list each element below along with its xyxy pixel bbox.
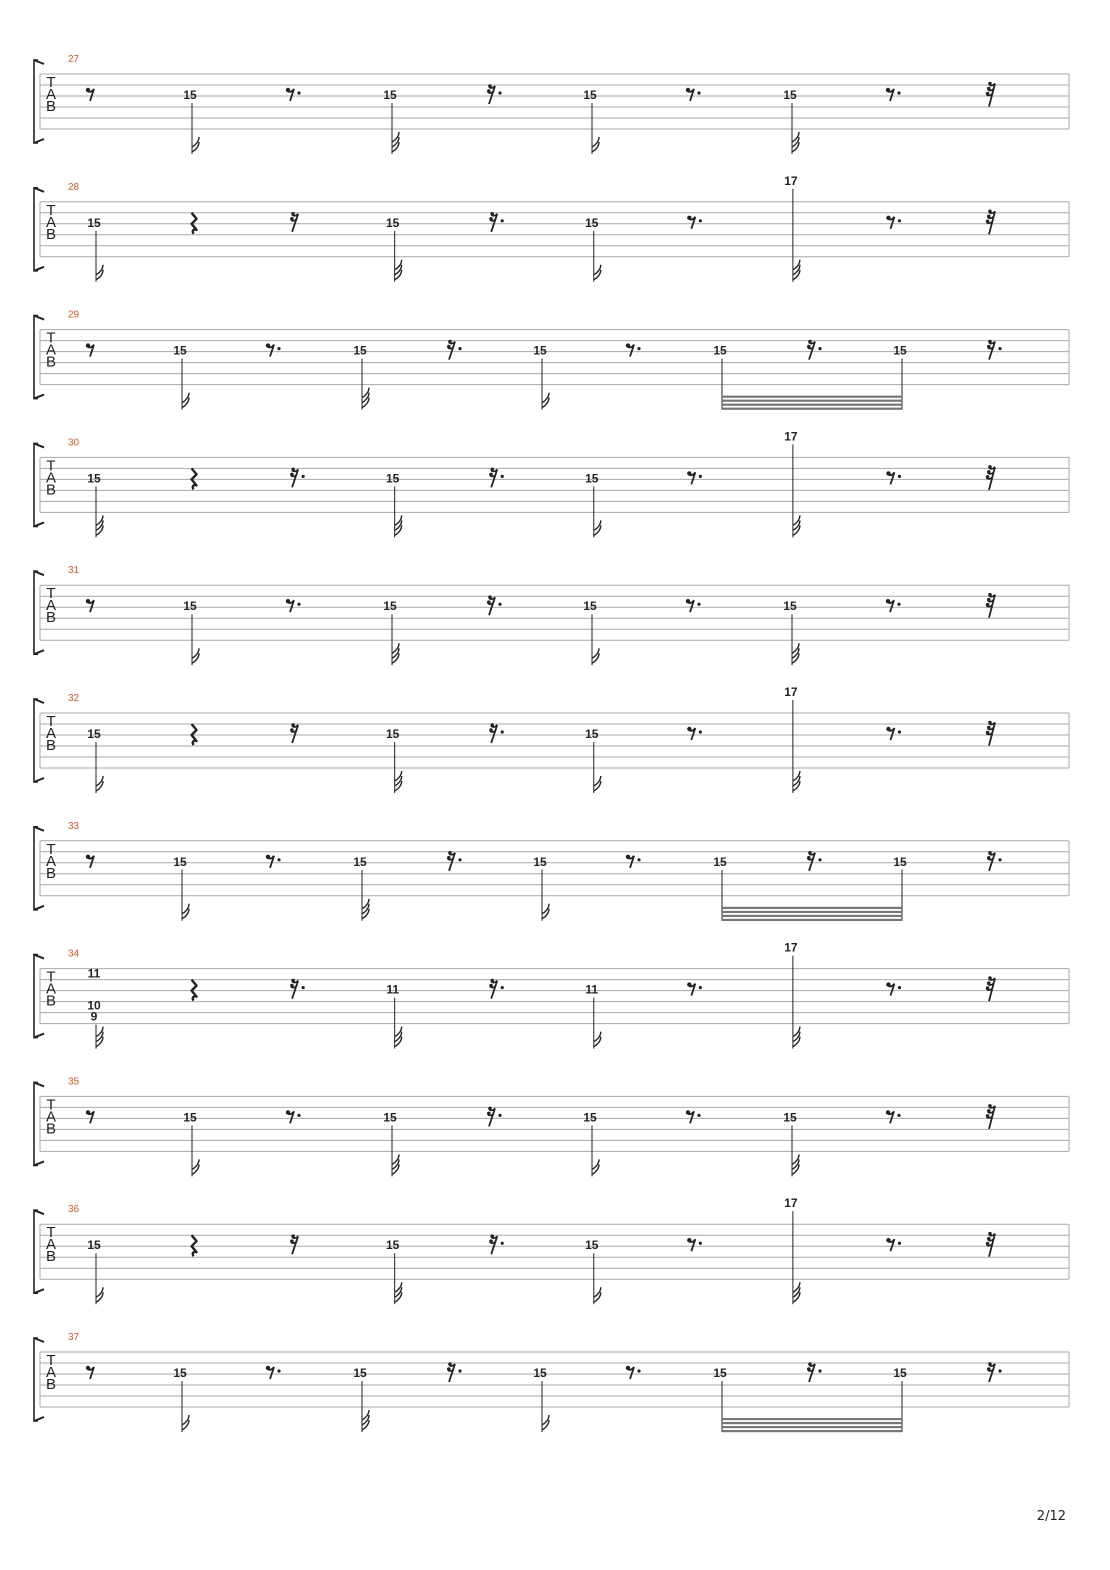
rest-flag-dot (489, 473, 493, 477)
measure-number: 33 (68, 820, 80, 832)
rest-flag-dot (987, 598, 991, 602)
system-bracket (34, 188, 38, 271)
bracket-bottom-hook (34, 906, 44, 910)
rest-dot-head (266, 855, 270, 859)
tab-system (34, 1076, 1069, 1176)
page-separator: / (1045, 1509, 1050, 1524)
rest-flag-dot (808, 851, 812, 855)
fret-number: 15 (583, 599, 597, 614)
bracket-top-hook (34, 1338, 44, 1342)
rest-dot-head (86, 1366, 90, 1370)
augmentation-dot (277, 1369, 280, 1372)
augmentation-dot (699, 475, 702, 478)
rest-flag-dot (290, 217, 294, 221)
rest-flag-dot (490, 1234, 494, 1238)
rest-flag-dot (987, 87, 991, 91)
tab-clef-letter: B (45, 225, 57, 243)
rest-flag-dot (487, 600, 491, 604)
augmentation-dot (897, 1114, 900, 1117)
augmentation-dot (458, 347, 461, 350)
rest-flag-dot (488, 595, 492, 599)
measure-number: 35 (68, 1076, 80, 1088)
fret-number: 15 (533, 1366, 547, 1380)
augmentation-dot (297, 603, 300, 606)
rest-flag-dot (291, 212, 295, 216)
rest-flag-dot (988, 976, 992, 980)
augmentation-dot (458, 858, 461, 861)
rest-flag-dot (986, 92, 990, 96)
fret-number: 15 (585, 1238, 599, 1253)
augmentation-dot (699, 986, 702, 989)
rest-dot-head (286, 88, 290, 92)
bracket-bottom-hook (34, 267, 44, 271)
rest-flag-dot (808, 340, 812, 344)
bracket-bottom-hook (34, 1034, 44, 1038)
page-indicator (1037, 1509, 1066, 1524)
rest-dot-head (686, 88, 690, 92)
rest-dot-head (86, 88, 90, 92)
rest-flag-dot (988, 82, 992, 86)
augmentation-dot (699, 1242, 702, 1245)
tab-system (34, 565, 1069, 665)
rest-flag-dot (987, 856, 991, 860)
rest-dot-head (886, 599, 890, 603)
fret-number: 15 (713, 343, 727, 358)
fret-number: 15 (893, 1366, 907, 1380)
rest-flag-dot (988, 340, 992, 344)
tab-system (34, 821, 1069, 921)
tab-clef-letter: T (46, 457, 56, 475)
bracket-bottom-hook (34, 1289, 44, 1293)
bracket-top-hook (34, 1210, 44, 1214)
augmentation-dot (501, 219, 504, 222)
tab-clef-letter: B (45, 481, 57, 499)
rest-dot-head (886, 88, 890, 92)
augmentation-dot (498, 1114, 501, 1117)
tab-clef-letter: A (45, 341, 57, 359)
tab-clef-letter: T (46, 585, 56, 603)
augmentation-dot (637, 347, 640, 350)
fret-number: 15 (783, 88, 797, 102)
rest-flag-dot (988, 1232, 992, 1236)
system-bracket (34, 1338, 38, 1421)
rest-flag-dot (807, 1367, 811, 1371)
rest-flag-dot (988, 465, 992, 469)
rest-flag-dot (988, 1362, 992, 1366)
tab-clef-letter: T (46, 74, 56, 91)
note-beam (722, 1418, 902, 1420)
rest-flag-dot (987, 981, 991, 985)
rest-dot-head (286, 599, 290, 603)
rest-dot-head (886, 1110, 890, 1114)
page-total: 12 (1049, 1509, 1066, 1524)
rest-dot-head (626, 855, 630, 859)
rest-flag-dot (290, 1239, 294, 1243)
rest-flag-dot (290, 473, 294, 477)
fret-number: 15 (173, 854, 187, 869)
bracket-top-hook (34, 699, 44, 703)
note-beam (722, 907, 902, 909)
fret-number: 15 (585, 727, 599, 741)
rest-dot-head (86, 599, 90, 603)
augmentation-dot (697, 1114, 700, 1117)
tab-clef-letter: B (45, 1120, 57, 1138)
rest-dot-head (687, 982, 691, 986)
rest-flag-dot (448, 340, 452, 344)
tab-clef-letter: A (45, 469, 57, 487)
fret-number: 15 (533, 854, 547, 869)
tab-clef-letter: T (46, 968, 56, 986)
rest-flag-dot (291, 468, 295, 472)
fret-number: 15 (383, 1110, 397, 1125)
fret-number: 15 (385, 727, 400, 741)
tab-system (34, 310, 1069, 410)
rest-flag-dot (490, 723, 494, 727)
rest-dot-head (266, 343, 270, 347)
bracket-top-hook (34, 1082, 44, 1086)
bracket-bottom-hook (34, 522, 44, 526)
rest-flag-dot (988, 210, 992, 214)
rest-flag-dot (986, 603, 990, 607)
tab-system (34, 1196, 1069, 1304)
fret-number: 15 (183, 88, 197, 102)
bracket-top-hook (34, 827, 44, 831)
tab-clef-letter: B (45, 737, 57, 754)
fret-number: 15 (783, 1110, 797, 1125)
fret-number: 15 (713, 1366, 727, 1380)
rest-flag-dot (447, 1367, 451, 1371)
rest-flag-dot (447, 345, 451, 349)
tab-clef-letter: A (45, 980, 57, 998)
fret-number: 15 (533, 343, 547, 358)
tab-clef-letter: A (45, 597, 57, 615)
rest-flag-dot (448, 851, 452, 855)
rest-dot-head (686, 1110, 690, 1114)
fret-number: 15 (893, 854, 907, 869)
rest-dot-head (687, 727, 691, 731)
augmentation-dot (998, 347, 1001, 350)
measure-number: 37 (68, 1332, 80, 1343)
augmentation-dot (501, 986, 504, 989)
augmentation-dot (302, 986, 305, 989)
bracket-top-hook (34, 571, 44, 575)
augmentation-dot (897, 91, 900, 94)
bracket-bottom-hook (34, 139, 44, 143)
rest-flag-dot (490, 468, 494, 472)
fret-number: 17 (784, 940, 798, 955)
augmentation-dot (297, 91, 300, 94)
tab-system (34, 429, 1069, 537)
rest-flag-dot (489, 984, 493, 988)
rest-dot-head (687, 1238, 691, 1242)
fret-number: 15 (585, 215, 599, 230)
rest-flag-dot (987, 470, 991, 474)
augmentation-dot (501, 1242, 504, 1245)
rest-flag-dot (988, 1104, 992, 1108)
augmentation-dot (458, 1369, 461, 1372)
rest-dot-head (687, 216, 691, 220)
measure-number: 30 (68, 437, 80, 449)
tab-clef-letter: A (45, 1364, 57, 1381)
note-beam (722, 1430, 902, 1432)
fret-number: 15 (183, 1110, 197, 1125)
tab-clef-letter: B (45, 98, 57, 115)
rest-flag-dot (447, 856, 451, 860)
rest-flag-dot (290, 728, 294, 732)
augmentation-dot (498, 91, 501, 94)
rest-dot-head (886, 471, 890, 475)
augmentation-dot (818, 858, 821, 861)
augmentation-dot (998, 1369, 1001, 1372)
bracket-top-hook (34, 955, 44, 959)
note-beam (722, 1422, 902, 1424)
rest-flag-dot (291, 1234, 295, 1238)
note-beam (722, 408, 902, 410)
system-bracket (34, 443, 38, 526)
measure-number: 29 (68, 309, 80, 321)
augmentation-dot (637, 1369, 640, 1372)
fret-number: 15 (783, 599, 797, 614)
note-beam (722, 1426, 902, 1428)
note-beam (722, 911, 902, 913)
rest-dot-head (266, 1366, 270, 1370)
rest-flag-dot (987, 1109, 991, 1113)
rest-dot-head (886, 216, 890, 220)
augmentation-dot (898, 730, 901, 733)
fret-number: 15 (385, 471, 400, 486)
tab-system (34, 174, 1069, 282)
rest-flag-dot (291, 979, 295, 983)
augmentation-dot (897, 603, 900, 606)
tab-clef-letter: A (45, 1236, 57, 1254)
augmentation-dot (898, 219, 901, 222)
fret-number: 15 (353, 1366, 367, 1380)
system-bracket (34, 1082, 38, 1165)
rest-flag-dot (986, 475, 990, 479)
fret-number: 11 (87, 966, 101, 981)
rest-flag-dot (987, 726, 991, 730)
note-beam (722, 404, 902, 406)
tab-clef-letter: A (45, 725, 57, 742)
fret-number: 15 (385, 1238, 400, 1253)
rest-dot-head (86, 343, 90, 347)
rest-dot-head (687, 471, 691, 475)
rest-flag-dot (490, 212, 494, 216)
bracket-bottom-hook (34, 1417, 44, 1421)
note-beam (722, 396, 902, 398)
bracket-top-hook (34, 60, 44, 64)
rest-flag-dot (807, 856, 811, 860)
fret-number: 15 (87, 471, 101, 486)
system-bracket (34, 60, 38, 143)
augmentation-dot (277, 347, 280, 350)
fret-number: 15 (353, 343, 367, 358)
tab-clef-letter: B (45, 864, 57, 882)
rest-flag-dot (487, 1112, 491, 1116)
augmentation-dot (302, 475, 305, 478)
fret-number: 10 (87, 998, 101, 1013)
bracket-top-hook (34, 443, 44, 447)
rest-flag-dot (988, 593, 992, 597)
rest-flag-dot (986, 1114, 990, 1118)
augmentation-dot (498, 603, 501, 606)
augmentation-dot (697, 603, 700, 606)
rest-dot-head (886, 727, 890, 731)
rest-flag-dot (986, 731, 990, 735)
rest-flag-dot (986, 986, 990, 990)
rest-flag-dot (489, 728, 493, 732)
rest-flag-dot (487, 89, 491, 93)
measure-number: 34 (68, 948, 80, 960)
rest-flag-dot (986, 1242, 990, 1246)
fret-number: 15 (583, 1110, 597, 1125)
fret-number: 11 (386, 982, 400, 997)
measure-number: 27 (68, 54, 80, 65)
tab-clef-letter: B (45, 1376, 57, 1393)
augmentation-dot (818, 1369, 821, 1372)
tab-clef-letter: A (45, 1108, 57, 1126)
fret-number: 15 (173, 343, 187, 358)
bracket-bottom-hook (34, 395, 44, 399)
tab-clef-letter: T (46, 840, 56, 858)
rest-flag-dot (986, 220, 990, 224)
augmentation-dot (699, 219, 702, 222)
tab-clef-letter: T (46, 1096, 56, 1114)
augmentation-dot (898, 1242, 901, 1245)
tab-clef-letter: B (45, 992, 57, 1010)
measure-number: 32 (68, 693, 80, 704)
fret-number: 15 (173, 1366, 187, 1380)
fret-number: 11 (585, 982, 599, 997)
rest-flag-dot (488, 1107, 492, 1111)
rest-dot-head (626, 343, 630, 347)
tab-clef-letter: B (45, 609, 57, 627)
system-bracket (34, 1210, 38, 1293)
augmentation-dot (998, 858, 1001, 861)
rest-flag-dot (987, 345, 991, 349)
tab-clef-letter: T (46, 1352, 56, 1369)
measure-number: 28 (68, 181, 80, 193)
tab-clef-letter: B (45, 353, 57, 371)
system-bracket (34, 827, 38, 910)
rest-flag-dot (490, 979, 494, 983)
augmentation-dot (818, 347, 821, 350)
tab-clef-letter: T (46, 201, 56, 219)
rest-flag-dot (290, 984, 294, 988)
bracket-top-hook (34, 316, 44, 320)
augmentation-dot (277, 858, 280, 861)
system-bracket (34, 699, 38, 782)
fret-number: 15 (183, 599, 197, 614)
fret-number: 15 (383, 88, 397, 102)
fret-number: 15 (87, 1238, 101, 1253)
rest-flag-dot (988, 851, 992, 855)
augmentation-dot (637, 858, 640, 861)
page-current: 2 (1036, 1509, 1046, 1524)
rest-dot-head (626, 1366, 630, 1370)
tab-clef-letter: T (46, 329, 56, 347)
rest-flag-dot (489, 217, 493, 221)
fret-number: 15 (713, 854, 727, 869)
note-beam (722, 400, 902, 402)
augmentation-dot (699, 730, 702, 733)
augmentation-dot (898, 475, 901, 478)
fret-number: 15 (353, 854, 367, 869)
rest-dot-head (86, 1110, 90, 1114)
tab-system (34, 1332, 1069, 1432)
augmentation-dot (501, 730, 504, 733)
augmentation-dot (297, 1114, 300, 1117)
measure-number: 31 (68, 565, 80, 577)
tab-clef-letter: T (46, 713, 56, 730)
tab-system (34, 54, 1069, 154)
fret-number: 15 (583, 88, 597, 102)
rest-dot-head (886, 1238, 890, 1242)
rest-flag-dot (291, 723, 295, 727)
rest-flag-dot (807, 345, 811, 349)
note-beam (722, 919, 902, 921)
tab-system (34, 941, 1069, 1049)
fret-number: 15 (87, 727, 101, 741)
fret-number: 15 (585, 471, 599, 486)
tab-clef-letter: T (46, 1224, 56, 1242)
augmentation-dot (501, 475, 504, 478)
bracket-bottom-hook (34, 650, 44, 654)
bracket-top-hook (34, 188, 44, 192)
rest-flag-dot (987, 1367, 991, 1371)
fret-number: 17 (784, 1196, 798, 1211)
augmentation-dot (697, 91, 700, 94)
rest-dot-head (286, 1110, 290, 1114)
tab-clef-letter: A (45, 213, 57, 231)
tab-system (34, 685, 1069, 793)
fret-number: 15 (87, 215, 101, 230)
bracket-bottom-hook (34, 778, 44, 782)
note-beam (722, 915, 902, 917)
fret-number: 9 (90, 1009, 98, 1024)
system-bracket (34, 316, 38, 399)
fret-number: 17 (784, 429, 798, 444)
rest-flag-dot (808, 1362, 812, 1366)
rest-flag-dot (448, 1362, 452, 1366)
fret-number: 15 (383, 599, 397, 614)
rest-dot-head (686, 599, 690, 603)
rest-flag-dot (987, 215, 991, 219)
rest-flag-dot (988, 721, 992, 725)
fret-number: 17 (784, 173, 798, 188)
system-bracket (34, 571, 38, 654)
tab-clef-letter: A (45, 852, 57, 870)
tab-clef-letter: A (45, 86, 57, 103)
fret-number: 15 (893, 343, 907, 358)
tab-clef-letter: B (45, 1248, 57, 1266)
system-bracket (34, 955, 38, 1038)
bracket-bottom-hook (34, 1161, 44, 1165)
fret-number: 15 (385, 215, 400, 230)
rest-flag-dot (987, 1237, 991, 1241)
measure-number: 36 (68, 1204, 80, 1216)
rest-dot-head (886, 982, 890, 986)
rest-dot-head (86, 855, 90, 859)
fret-number: 17 (784, 685, 798, 699)
rest-flag-dot (488, 84, 492, 88)
augmentation-dot (898, 986, 901, 989)
rest-flag-dot (489, 1239, 493, 1243)
